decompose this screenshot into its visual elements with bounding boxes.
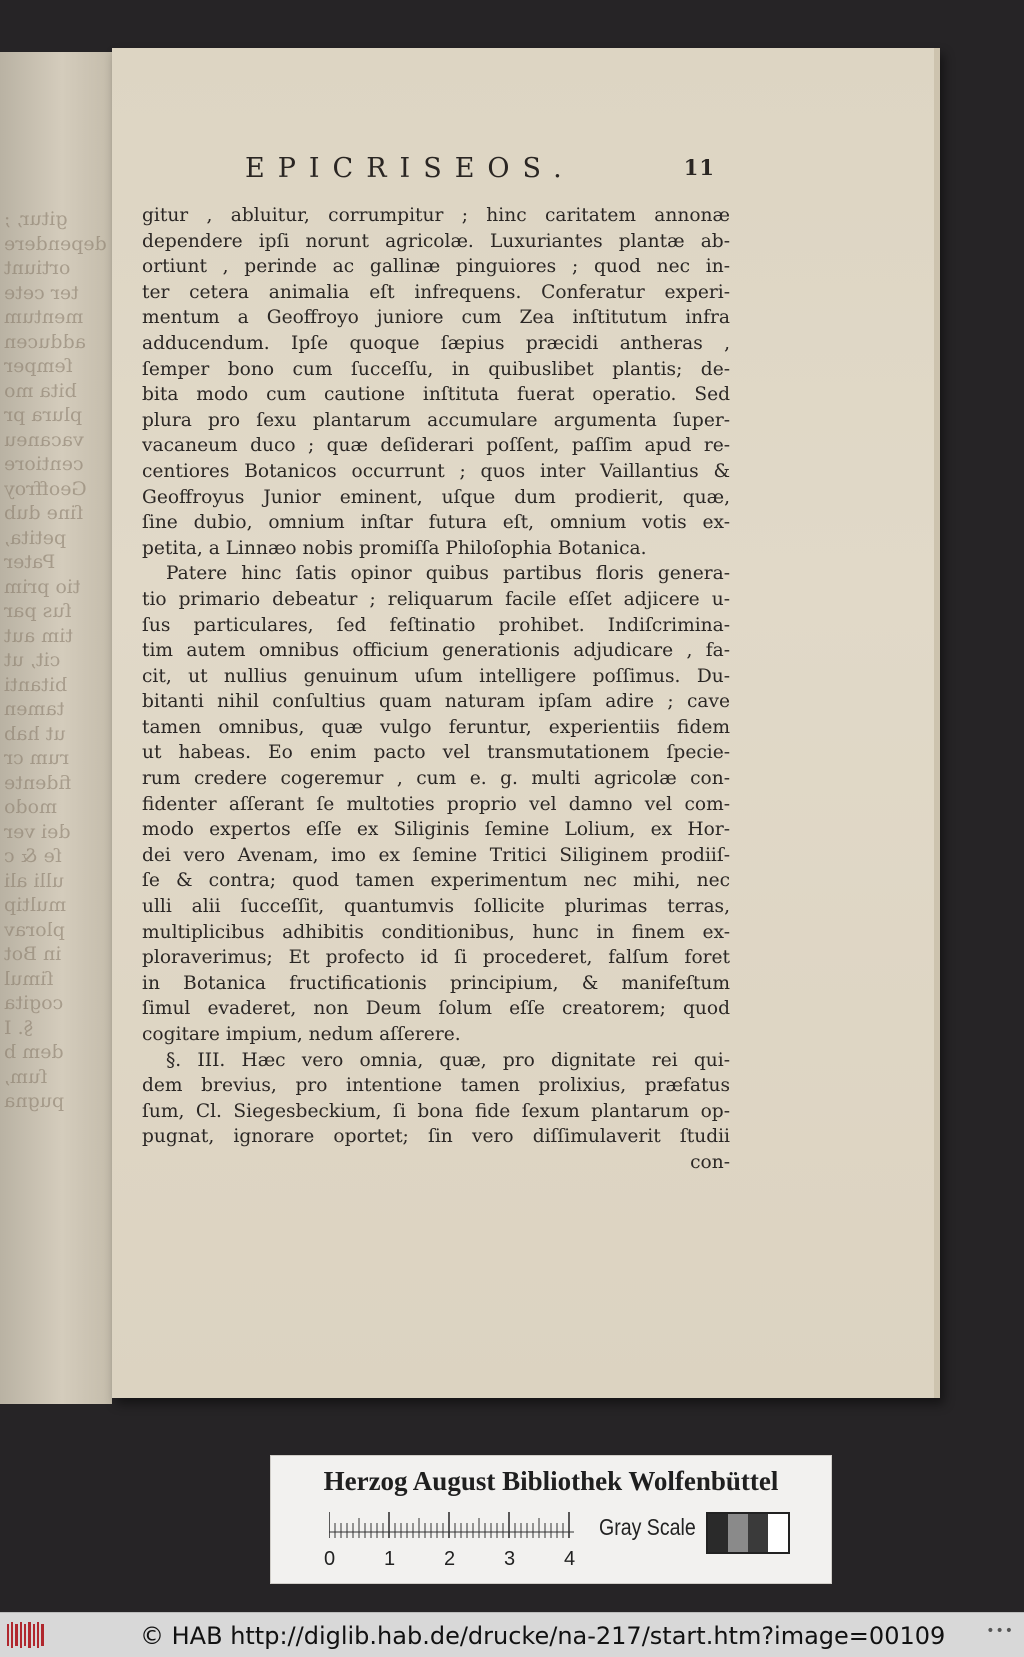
- bleed-through-text: ſe & c: [4, 845, 62, 867]
- text-line: centiores Botanicos occurrunt ; quos inter Vaillantius &: [142, 460, 730, 482]
- scale-number: 3: [504, 1548, 516, 1570]
- text-line: vacaneum duco ; quæ deſiderari poſſent, paſſim apud re-: [142, 435, 730, 457]
- bleed-through-text: rum cr: [4, 747, 70, 769]
- text-line: gitur , abluitur, corrumpitur ; hinc caritatem annonæ: [142, 205, 730, 226]
- gray-patch: [768, 1514, 788, 1552]
- bleed-through-text: ortiunt: [4, 257, 71, 279]
- text-line: dei vero Avenam, imo ex ſemine Tritici Siliginem prodiiſ-: [142, 844, 730, 866]
- text-block: [142, 203, 730, 1176]
- text-line: mentum a Geoffroyo juniore cum Zea inſtitutum infra: [142, 307, 730, 329]
- gray-patch: [728, 1514, 748, 1552]
- text-line: con-: [690, 1151, 730, 1173]
- text-line: ter cetera animalia eſt infrequens. Conferatur experi-: [142, 281, 730, 303]
- text-line: ſine dubio, omnium inſtar futura eſt, omnium votis ex-: [142, 512, 730, 534]
- scale-ruler: [329, 1512, 579, 1542]
- text-line: Geoffroyus Junior eminent, uſque dum prodierit, quæ,: [142, 486, 730, 508]
- bleed-through-text: plorav: [4, 918, 65, 941]
- text-line: bita modo cum cautione inſtituta fuerat operatio. Sed: [142, 384, 730, 406]
- bleed-through-text: Geoffroy: [4, 477, 87, 500]
- footer-bar: [0, 1612, 1024, 1657]
- text-line: cit, ut nullius genuinum uſum intelligere poſſimus. Du-: [142, 665, 730, 687]
- bleed-through-text: tio prim: [4, 575, 81, 598]
- text-line: ploraverimus; Et profecto id ſi procederet, falſum foret: [142, 947, 730, 969]
- text-line: dem brevius, pro intentione tamen prolixius, præfatus: [142, 1075, 730, 1097]
- text-line: tim autem omnibus officium generationis adjudicare , fa-: [142, 640, 730, 662]
- gray-patch: [748, 1514, 768, 1552]
- text-line: multiplicibus adhibitis conditionibus, hunc in finem ex-: [142, 921, 730, 943]
- bleed-through-text: ter cete: [4, 281, 79, 304]
- more-icon[interactable]: •••: [986, 1623, 1014, 1639]
- bleed-through-text: cit, ut: [4, 649, 61, 671]
- scale-number: 1: [384, 1548, 396, 1570]
- text-line: dependere ipſi norunt agricolæ. Luxuriantes plantæ ab-: [142, 230, 730, 252]
- library-name: Herzog August Bibliothek Wolfenbüttel: [323, 1466, 779, 1496]
- text-line: adducendum. Ipſe quoque ſæpius præcidi antheras ,: [142, 332, 730, 354]
- text-line: ſimul evaderet, non Deum ſolum eſſe creatorem; quod: [142, 998, 730, 1020]
- running-head: [245, 153, 715, 189]
- bleed-through-text: bitanti: [4, 673, 68, 696]
- bleed-through-text: in Bot: [4, 943, 62, 965]
- bleed-through-text: §. I: [4, 1016, 34, 1039]
- hab-logo-icon: [6, 1621, 46, 1649]
- bleed-through-text: ſemper: [4, 355, 73, 377]
- bleed-through-text: dependere: [4, 232, 107, 255]
- text-line: fidenter aſſerant ſe multoties proprio vel damno vel com-: [142, 793, 730, 815]
- left-page-edge: [0, 52, 112, 1404]
- bleed-through-text: ſimul: [4, 967, 54, 990]
- text-line: in Botanica fructificationis principium, & manifeſtum: [142, 972, 730, 994]
- bleed-through-text: centiore: [4, 453, 84, 475]
- text-line: plura pro ſexu plantarum accumulare argumenta ſuper-: [142, 409, 730, 431]
- scale-number: 0: [324, 1548, 336, 1570]
- bleed-through-text: ulli ali: [4, 869, 64, 892]
- gray-scale-label: Gray Scale: [599, 1514, 696, 1540]
- page-number: 11: [683, 155, 715, 180]
- bleed-through-text: fidente: [4, 771, 72, 794]
- text-line: cogitare impium, nedum aſſerere.: [142, 1024, 461, 1045]
- bleed-through-text: adducen: [4, 330, 87, 353]
- color-ruler-card: [270, 1455, 832, 1584]
- bleed-through-text: pugna: [4, 1090, 65, 1112]
- text-line: ortiunt , perinde ac gallinæ pinguiores ; quod nec in-: [142, 256, 730, 278]
- bleed-through-text: petita,: [4, 526, 67, 549]
- bleed-through-text: Pater: [4, 551, 56, 573]
- bleed-through-text: dei ver: [4, 820, 71, 843]
- scale-number: 2: [444, 1548, 456, 1570]
- text-line: tamen omnibus, quæ vulgo feruntur, experientiis fidem: [142, 716, 730, 738]
- text-line: pugnat, ignorare oportet; ſin vero diſſimulaverit ſtudii: [142, 1126, 730, 1148]
- bleed-through-text: ſum,: [4, 1065, 48, 1088]
- bleed-through-text: tim aut: [4, 624, 73, 647]
- scale-number: 4: [564, 1548, 576, 1570]
- gray-scale-swatch: [706, 1512, 790, 1554]
- bleed-through-text: ſine dub: [4, 502, 84, 524]
- bleed-through-text: mentum: [4, 306, 84, 328]
- text-line: petita, a Linnæo nobis promiſſa Philoſophia Botanica.: [142, 537, 647, 559]
- text-line: bitanti nihil conſultius quam naturam ipſam adire ; cave: [142, 691, 730, 713]
- text-line: §. III. Hæc vero omnia, quæ, pro dignitate rei qui-: [166, 1049, 730, 1071]
- bleed-through-text: plura pr: [4, 404, 83, 426]
- bleed-through-text: modo: [4, 796, 58, 818]
- bleed-through-text: tamen: [4, 698, 65, 720]
- gray-patch: [708, 1514, 728, 1552]
- bleed-through-text: bita mo: [4, 379, 77, 402]
- text-line: modo expertos eſſe ex Siliginis ſemine Lolium, ex Hor-: [142, 819, 730, 841]
- bleed-through-text: cogita: [4, 992, 64, 1014]
- text-line: ſum, Cl. Siegesbeckium, ſi bona fide ſexum plantarum op-: [142, 1100, 730, 1122]
- text-line: rum credere cogeremur , cum e. g. multi agricolæ con-: [142, 768, 730, 790]
- text-line: ſus particulares, ſed feſtinatio prohibet. Indiſcrimina-: [142, 614, 730, 636]
- bleed-through-text: gitur, ;: [4, 208, 68, 230]
- text-line: Patere hinc ſatis opinor quibus partibus floris genera-: [166, 563, 730, 585]
- text-line: ulli alii ſucceſſit, quantumvis ſollicite plurimas terras,: [142, 896, 730, 918]
- running-title: EPICRISEOS.: [245, 153, 575, 184]
- text-line: ut habeas. Eo enim pacto vel transmutationem ſpecie-: [142, 742, 730, 764]
- text-line: tio primario debeatur ; reliquarum facile eſſet adjicere u-: [142, 588, 730, 610]
- text-line: ſemper bono cum ſucceſſu, in quibuslibet plantis; de-: [142, 358, 730, 380]
- bleed-through-text: dem b: [4, 1041, 64, 1063]
- bleed-through-text: vacaneu: [4, 428, 84, 451]
- text-line: ſe & contra; quod tamen experimentum nec mihi, nec: [142, 870, 730, 892]
- bleed-through-text: multip: [4, 894, 67, 916]
- bleed-through-text: ſus par: [4, 600, 72, 622]
- footer-copyright-url[interactable]: © HAB http://diglib.hab.de/drucke/na-217/start.htm?image=00109: [140, 1622, 946, 1650]
- bleed-through-text: ut hab: [4, 722, 66, 745]
